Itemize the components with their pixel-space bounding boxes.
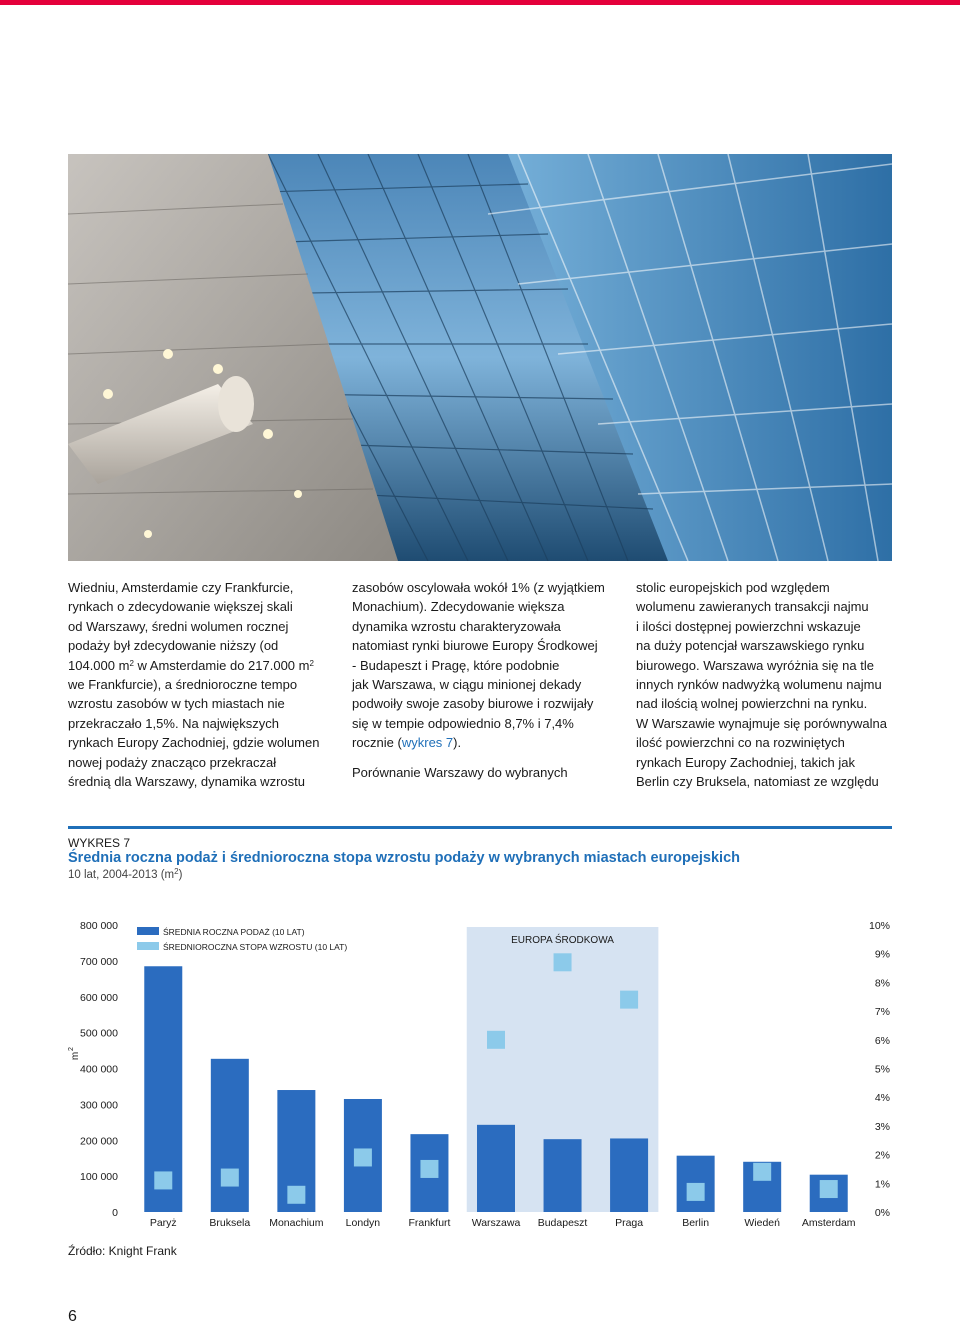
- supply-bar: [544, 1139, 582, 1212]
- figure-subtitle: 10 lat, 2004-2013 $(m^2)$: [68, 867, 183, 881]
- x-tick-label: Budapeszt: [537, 1217, 588, 1229]
- growth-rate-marker: [487, 1031, 505, 1049]
- y-left-axis-label: m: [70, 1051, 81, 1061]
- text-line: dynamika wzrostu charakteryzowała: [352, 618, 561, 634]
- office-building-photo: [68, 154, 892, 561]
- x-tick-label: Paryż: [149, 1217, 177, 1229]
- y-right-tick-label: 3%: [874, 1120, 890, 1133]
- y-right-tick-label: 1%: [874, 1178, 890, 1191]
- legend-swatch-supply: [137, 927, 159, 935]
- growth-rate-marker: [354, 1148, 372, 1166]
- growth-rate-marker: [687, 1183, 705, 1201]
- y-right-tick-label: 2%: [874, 1149, 890, 1162]
- figure-divider: [68, 826, 892, 829]
- text-line: Porównanie Warszawy do wybranych: [352, 764, 568, 780]
- highlight-label: EUROPA ŚRODKOWA: [511, 935, 614, 946]
- text-line: rocznie (wykres 7).: [352, 735, 462, 751]
- figure-title: Średnia roczna podaż i średnioroczna stopa wzrostu podaży w wybranych miastach europejskich: [68, 850, 740, 866]
- y-left-tick-label: 300 000: [80, 1099, 118, 1112]
- x-tick-label: Praga: [615, 1217, 644, 1229]
- bar-chart: [0, 900, 960, 1240]
- y-left-tick-label: 100 000: [80, 1171, 118, 1184]
- growth-rate-marker: [554, 953, 572, 971]
- growth-rate-marker: [620, 991, 638, 1009]
- y-right-tick-label: 7%: [874, 1006, 890, 1019]
- y-left-tick-label: 500 000: [80, 1027, 118, 1040]
- text-column-left: [68, 578, 338, 791]
- text-line: jak Warszawa, w ciągu minionej dekady: [352, 677, 582, 693]
- x-tick-label: Frankfurt: [408, 1217, 451, 1229]
- legend-label-supply: ŚREDNIA ROCZNA PODAŻ (10 LAT): [163, 927, 305, 937]
- text-line: Wiedniu, Amsterdamie czy Frankfurcie,: [68, 580, 294, 595]
- text-line: rynkach o zdecydowanie większej skali: [68, 599, 293, 615]
- text-line: nad ilością wolnej powierzchni na rynku.: [636, 696, 868, 712]
- text-line: rynkach Europy Zachodniej, gdzie wolumen: [68, 735, 320, 751]
- x-tick-label: Monachium: [269, 1217, 324, 1229]
- text-line: - Budapeszt i Pragę, które podobnie: [352, 657, 560, 673]
- y-left-tick-label: 400 000: [80, 1063, 118, 1076]
- legend-label-growth: ŚREDNIOROCZNA STOPA WZROSTU (10 LAT): [163, 942, 348, 952]
- figure-reference-link[interactable]: wykres 7: [401, 735, 454, 751]
- y-right-tick-label: 6%: [874, 1034, 890, 1047]
- supply-bar: [610, 1138, 648, 1212]
- y-left-tick-label: 700 000: [80, 955, 118, 968]
- y-left-tick-label: 0: [112, 1207, 118, 1219]
- x-tick-label: Warszawa: [471, 1217, 521, 1229]
- text-line: się w tempie odpowiednio 8,7% i 7,4%: [352, 715, 574, 731]
- text-line: ilość powierzchni co na rozwiniętych: [636, 735, 845, 751]
- growth-rate-marker: [287, 1186, 305, 1204]
- supply-bar: [477, 1125, 515, 1212]
- y-right-tick-label: 9%: [874, 948, 890, 961]
- y-left-tick-label: 800 000: [80, 920, 118, 932]
- x-tick-label: Bruksela: [209, 1217, 251, 1229]
- text-line: Monachium). Zdecydowanie większa: [352, 599, 565, 615]
- figure-label: WYKRES 7: [68, 836, 131, 850]
- supply-bar: [211, 1059, 249, 1212]
- y-left-tick-label: 200 000: [80, 1135, 118, 1148]
- text-line: nowej podaży znacząco przekraczał: [68, 754, 277, 770]
- legend-swatch-growth: [137, 942, 159, 950]
- top-accent-bar: [0, 0, 960, 5]
- text-line: biurowego. Warszawa wyróżnia się na tle: [636, 657, 874, 673]
- x-tick-label: Londyn: [345, 1217, 381, 1229]
- text-line: i ilości dostępnej powierzchni wskazuje: [636, 618, 861, 634]
- text-line: podwoiły swoje zasoby biurowe i rozwijały: [352, 696, 594, 712]
- text-line: rynkach Europy Zachodniej, takich jak: [636, 754, 855, 770]
- x-tick-label: Amsterdam: [801, 1217, 856, 1229]
- text-line: innych rynków nadwyżką wolumenu najmu: [636, 677, 882, 693]
- text-column-right: [636, 578, 906, 791]
- text-line: 104.000 $m^2$ w Amsterdamie do 217.000 $m^2$: [68, 657, 314, 673]
- y-right-tick-label: 8%: [874, 977, 890, 990]
- text-line: przekraczało 1,5%. Na największych: [68, 715, 279, 731]
- text-line: od Warszawy, średni wolumen rocznej: [68, 618, 289, 634]
- growth-rate-marker: [154, 1171, 172, 1189]
- y-right-tick-label: 4%: [874, 1092, 890, 1105]
- page-number: 6: [68, 1308, 77, 1325]
- text-line: W Warszawie wynajmuje się porównywalna: [636, 715, 887, 731]
- y-left-tick-label: 600 000: [80, 991, 118, 1004]
- text-line: podaży był zdecydowanie niższy (od: [68, 638, 279, 654]
- x-tick-label: Wiedeń: [744, 1217, 780, 1229]
- text-line: Berlin czy Bruksela, natomiast ze względu: [636, 774, 879, 790]
- y-right-tick-label: 5%: [874, 1063, 890, 1076]
- text-column-middle: [352, 578, 627, 782]
- text-line: we Frankfurcie), a średnioroczne tempo: [68, 677, 298, 693]
- text-line: wzrostu zasobów w tych miastach nie: [68, 696, 285, 712]
- text-line: średnią dla Warszawy, dynamika wzrostu: [68, 774, 305, 790]
- y-right-tick-label: 10%: [868, 920, 890, 932]
- y-right-tick-label: 0%: [874, 1207, 890, 1219]
- text-line: na duży potencjał warszawskiego rynku: [636, 638, 865, 654]
- source-note: Źródło: Knight Frank: [68, 1244, 177, 1258]
- text-line: stolic europejskich pod względem: [636, 580, 830, 595]
- growth-rate-marker: [753, 1163, 771, 1181]
- x-tick-label: Berlin: [682, 1217, 710, 1229]
- text-line: zasobów oscylowała wokół 1% (z wyjątkiem: [352, 580, 605, 595]
- text-line: natomiast rynki biurowe Europy Środkowej: [352, 638, 598, 654]
- growth-rate-marker: [420, 1160, 438, 1178]
- y-left-axis-label-sup: 2: [68, 1047, 75, 1051]
- text-line: wolumenu zawieranych transakcji najmu: [636, 599, 869, 615]
- growth-rate-marker: [820, 1180, 838, 1198]
- growth-rate-marker: [221, 1169, 239, 1187]
